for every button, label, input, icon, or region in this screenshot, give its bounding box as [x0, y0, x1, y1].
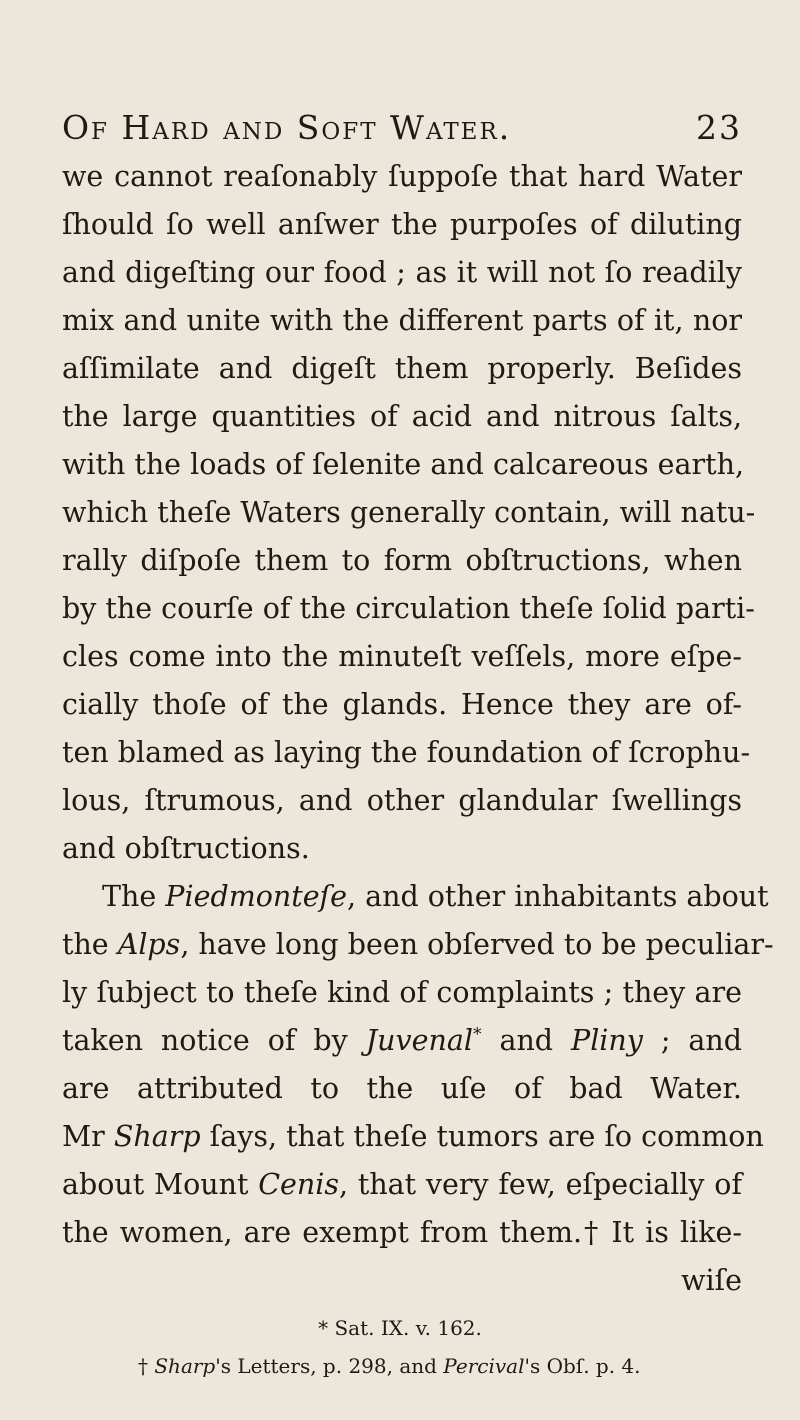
text-line: lous, ſtrumous, and other glandular ſwellings [62, 784, 742, 817]
text-line: and digeſting our food ; as it will not ſo readily [62, 256, 742, 289]
text-run: , and other inhabitants about [346, 880, 769, 913]
italic-name-alps: Alps [117, 928, 181, 961]
text-line: rally diſpoſe them to form obſtructions, when [62, 544, 742, 577]
text-run: † [138, 1354, 155, 1378]
page-number: 23 [696, 108, 742, 147]
text-run: taken notice of by [62, 1024, 366, 1057]
text-line: cles come into the minuteſt veſſels, more eſpe- [62, 640, 742, 673]
italic-name-percival: Percival [443, 1354, 525, 1378]
text-line [62, 1024, 742, 1057]
footnote-1: * Sat. IX. v. 162. [318, 1316, 482, 1340]
text-run: and [481, 1024, 572, 1057]
text-run: Mr [62, 1120, 114, 1153]
text-line: cially thoſe of the glands. Hence they are of- [62, 688, 742, 721]
text-line: ſhould ſo well anſwer the purpoſes of diluting [62, 208, 742, 241]
italic-name-cenis: Cenis [258, 1168, 340, 1201]
footnote-marker: * [472, 1024, 482, 1045]
running-head [62, 108, 742, 147]
text-line: mix and unite with the different parts of it, nor [62, 304, 742, 337]
text-line: we cannot reaſonably ſuppoſe that hard Water [62, 160, 742, 193]
text-run: ſays, that theſe tumors are ſo common [200, 1120, 764, 1153]
text-line: by the courſe of the circulation theſe ſolid parti- [62, 592, 755, 625]
text-line: ten blamed as laying the foundation of ſcrophu- [62, 736, 751, 769]
text-line: which theſe Waters generally contain, will natu- [62, 496, 756, 529]
italic-name-sharp: Sharp [113, 1120, 201, 1153]
text-run: the [62, 928, 118, 961]
text-line [62, 1168, 742, 1201]
text-run: 's Letters, p. 298, and [215, 1354, 444, 1378]
text-run: , that very few, eſpecially of [339, 1168, 742, 1201]
italic-name-piedmontese: Piedmonteſe [165, 880, 347, 913]
text-run: about Mount [62, 1168, 259, 1201]
text-line [62, 1120, 764, 1153]
text-line: ly ſubject to theſe kind of complaints ; they are [62, 976, 742, 1009]
text-line: the women, are exempt from them.† It is like- [62, 1216, 742, 1249]
text-run: The [102, 880, 166, 913]
italic-name-sharp: Sharp [154, 1354, 216, 1378]
text-line: with the loads of ſelenite and calcareous earth, [62, 448, 745, 481]
italic-name-pliny: Pliny [571, 1024, 643, 1057]
text-line: aſſimilate and digeſt them properly. Beſides [62, 352, 742, 385]
catchword: wiſe [681, 1264, 742, 1297]
italic-name-juvenal: Juvenal [365, 1024, 473, 1057]
text-run: ; and [642, 1024, 742, 1057]
text-line: and obſtructions. [62, 832, 310, 865]
footnote-2 [138, 1354, 641, 1378]
text-line [62, 928, 774, 961]
text-line: are attributed to the uſe of bad Water. [62, 1072, 742, 1105]
text-line [62, 880, 769, 913]
text-run: , have long been obſerved to be peculiar- [180, 928, 774, 961]
text-line: the large quantities of acid and nitrous ſalts, [62, 400, 742, 433]
text-run: 's Obſ. p. 4. [524, 1354, 641, 1378]
running-title: Of Hard and Soft Water. [62, 108, 512, 147]
